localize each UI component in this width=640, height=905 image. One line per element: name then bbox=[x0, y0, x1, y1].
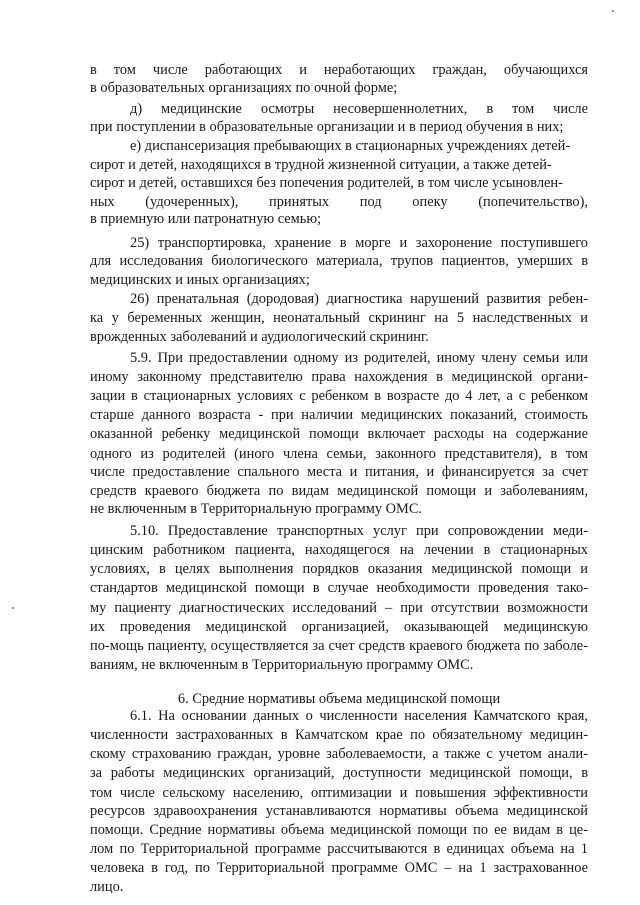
text-line: ресурсов здравоохранения устанавливаются нормативы объема медицинской bbox=[90, 803, 588, 819]
text-line: средств краевого бюджета по видам медицинской помощи и заболеваниям, bbox=[90, 483, 588, 499]
text-line: лом по Территориальной программе рассчитываются в единицах объема на 1 bbox=[90, 841, 588, 857]
text-line: 25) транспортировка, хранение в морге и захоронение поступившего bbox=[130, 235, 588, 251]
text-line: старше данного возраста - при наличии медицинских показаний, стоимость bbox=[90, 407, 588, 423]
text-line: медицинских и иных организациях; bbox=[90, 272, 310, 288]
text-line: одного из родителей (иного члена семьи, законного представителя), в том bbox=[90, 446, 588, 462]
text-line: ных (удочеренных), принятых под опеку (попечительство), bbox=[90, 194, 588, 210]
text-line: за работы медицинских организаций, доступности медицинской помощи, в bbox=[90, 765, 588, 781]
text-line: скому страхованию граждан, уровне заболеваемости, а также с учетом анали- bbox=[90, 746, 588, 762]
text-line: оказанной ребенку медицинской помощи включает расходы на содержание bbox=[90, 426, 588, 442]
text-line: 26) пренатальная (дородовая) диагностика нарушений развития ребен- bbox=[130, 291, 588, 307]
text-line: сирот и детей, оставшихся без попечения родителей, в том числе усыновлен- bbox=[90, 175, 563, 191]
text-line: помощи. Средние нормативы объема медицинской помощи по ее видам в це- bbox=[90, 822, 588, 838]
text-line: не включенным в Территориальную программу ОМС. bbox=[90, 501, 423, 517]
text-line: 6.1. На основании данных о численности населения Камчатского края, bbox=[130, 708, 588, 724]
text-line: му пациенту диагностических исследований – при отсутствии возможности bbox=[90, 600, 588, 616]
text-line: иному законному представителю права нахождения в медицинской органи- bbox=[90, 369, 588, 385]
text-line: численности застрахованных в Камчатском крае по обязательному медицин- bbox=[90, 727, 588, 743]
scan-speck bbox=[612, 10, 614, 12]
text-line: по-мощь пациенту, осуществляется за счет средств краевого бюджета по заболе- bbox=[90, 638, 588, 654]
text-line: д) медицинские осмотры несовершеннолетних, в том числе bbox=[130, 101, 588, 117]
text-line: человека в год, по Территориальной программе ОМС – на 1 застрахованное bbox=[90, 860, 588, 876]
text-line: стандартов медицинской помощи в случае необходимости проведения тако- bbox=[90, 580, 588, 596]
text-line: том числе сельскому населению, оптимизации и повышения эффективности bbox=[90, 785, 588, 801]
text-line: в образовательных организациях по очной форме; bbox=[90, 80, 398, 96]
text-line: 5.9. При предоставлении одному из родителей, иному члену семьи или bbox=[130, 350, 588, 366]
text-line: зации в стационарных условиях с ребенком в возрасте до 4 лет, а с ребенком bbox=[90, 388, 588, 404]
text-line: числе предоставление спального места и питания, и финансируется за счет bbox=[90, 464, 588, 480]
text-line: в том числе работающих и неработающих граждан, обучающихся bbox=[90, 62, 588, 78]
text-line: цинским работником пациента, находящегося на лечении в стационарных bbox=[90, 542, 588, 558]
scan-speck bbox=[12, 607, 14, 609]
text-line: сирот и детей, находящихся в трудной жизненной ситуации, а также детей- bbox=[90, 157, 552, 173]
text-line: в приемную или патронатную семью; bbox=[90, 211, 322, 227]
text-line: врожденных заболеваний и аудиологический скрининг. bbox=[90, 329, 429, 345]
text-line: их проведения медицинской организацией, оказывающей медицинскую bbox=[90, 619, 588, 635]
text-line: лицо. bbox=[90, 879, 124, 895]
section-heading: 6. Средние нормативы объема медицинской помощи bbox=[177, 691, 501, 707]
text-line: при поступлении в образовательные организации и в период обучения в них; bbox=[90, 119, 564, 135]
text-line: ка у беременных женщин, неонатальный скрининг на 5 наследственных и bbox=[90, 310, 588, 326]
text-line: 5.10. Предоставление транспортных услуг при сопровождении меди- bbox=[130, 523, 588, 539]
text-line: е) диспансеризация пребывающих в стационарных учреждениях детей- bbox=[130, 138, 571, 154]
text-line: ваниям, не включенным в Территориальную программу ОМС. bbox=[90, 657, 474, 673]
text-line: условиях, в целях выполнения порядков оказания медицинской помощи и bbox=[90, 561, 588, 577]
text-line: для исследования биологического материала, трупов пациентов, умерших в bbox=[90, 253, 588, 269]
